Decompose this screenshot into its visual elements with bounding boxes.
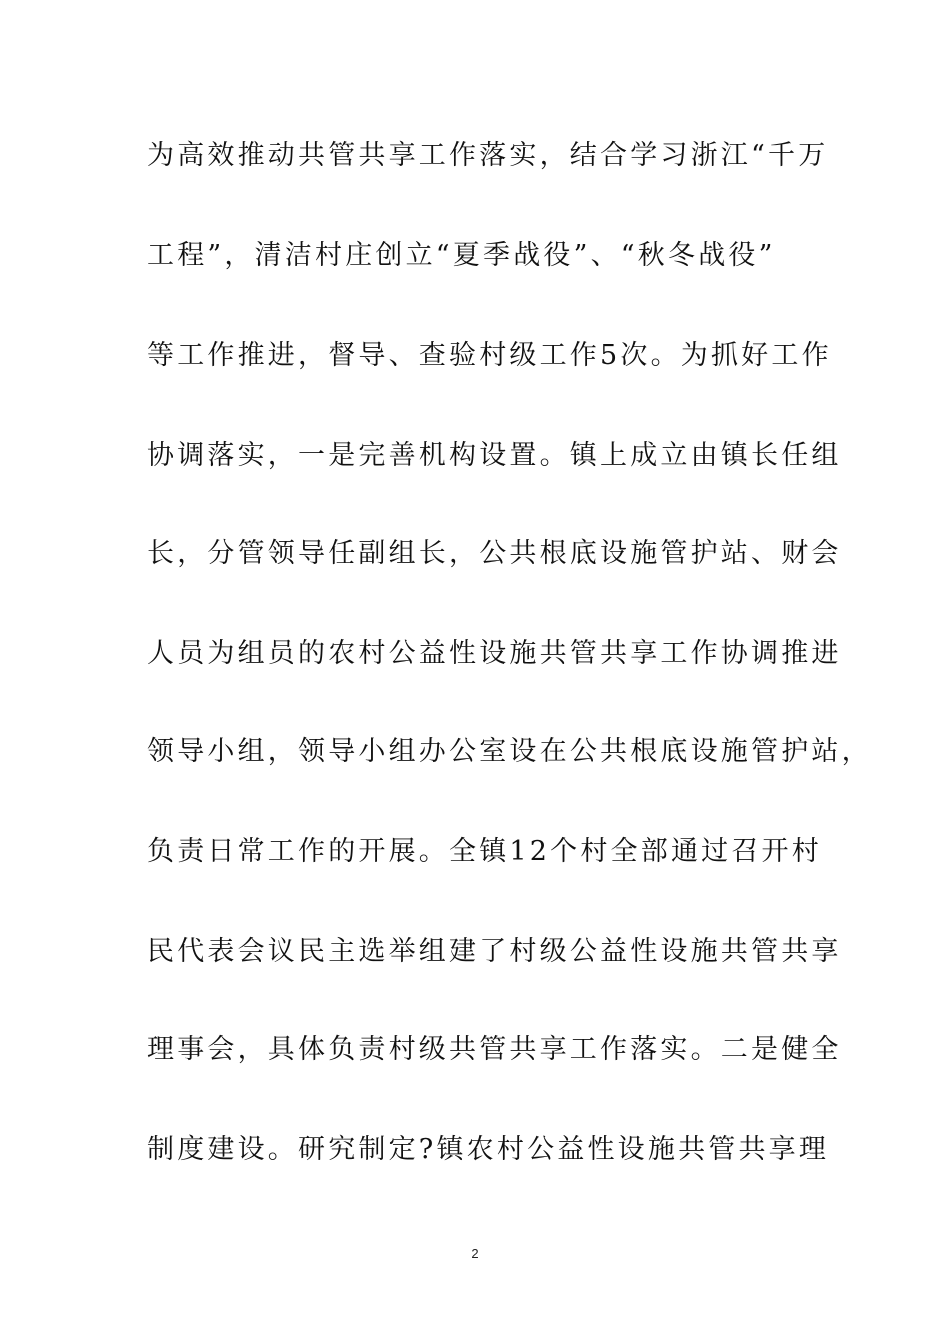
- paragraph-line: 制度建设。研究制定?镇农村公益性设施共管共享理: [147, 1134, 830, 1165]
- paragraph-line: 人员为组员的农村公益性设施共管共享工作协调推进: [147, 638, 842, 669]
- paragraph-line: 民代表会议民主选举组建了村级公益性设施共管共享: [147, 936, 842, 967]
- paragraph-line: 等工作推进，督导、查验村级工作5次。为抓好工作: [147, 340, 832, 371]
- paragraph-line: 协调落实，一是完善机构设置。镇上成立由镇长任组: [147, 440, 842, 471]
- paragraph-line: 为高效推动共管共享工作落实，结合学习浙江“千万: [147, 140, 829, 171]
- paragraph-line: 领导小组，领导小组办公室设在公共根底设施管护站，: [147, 736, 872, 767]
- paragraph-line: 负责日常工作的开展。全镇12个村全部通过召开村: [147, 836, 822, 867]
- page-number: 2: [471, 1246, 479, 1261]
- paragraph-line: 理事会，具体负责村级共管共享工作落实。二是健全: [147, 1034, 842, 1065]
- paragraph-line: 长，分管领导任副组长，公共根底设施管护站、财会: [147, 538, 842, 569]
- paragraph-line: 工程”，清洁村庄创立“夏季战役”、“秋冬战役”: [147, 240, 776, 271]
